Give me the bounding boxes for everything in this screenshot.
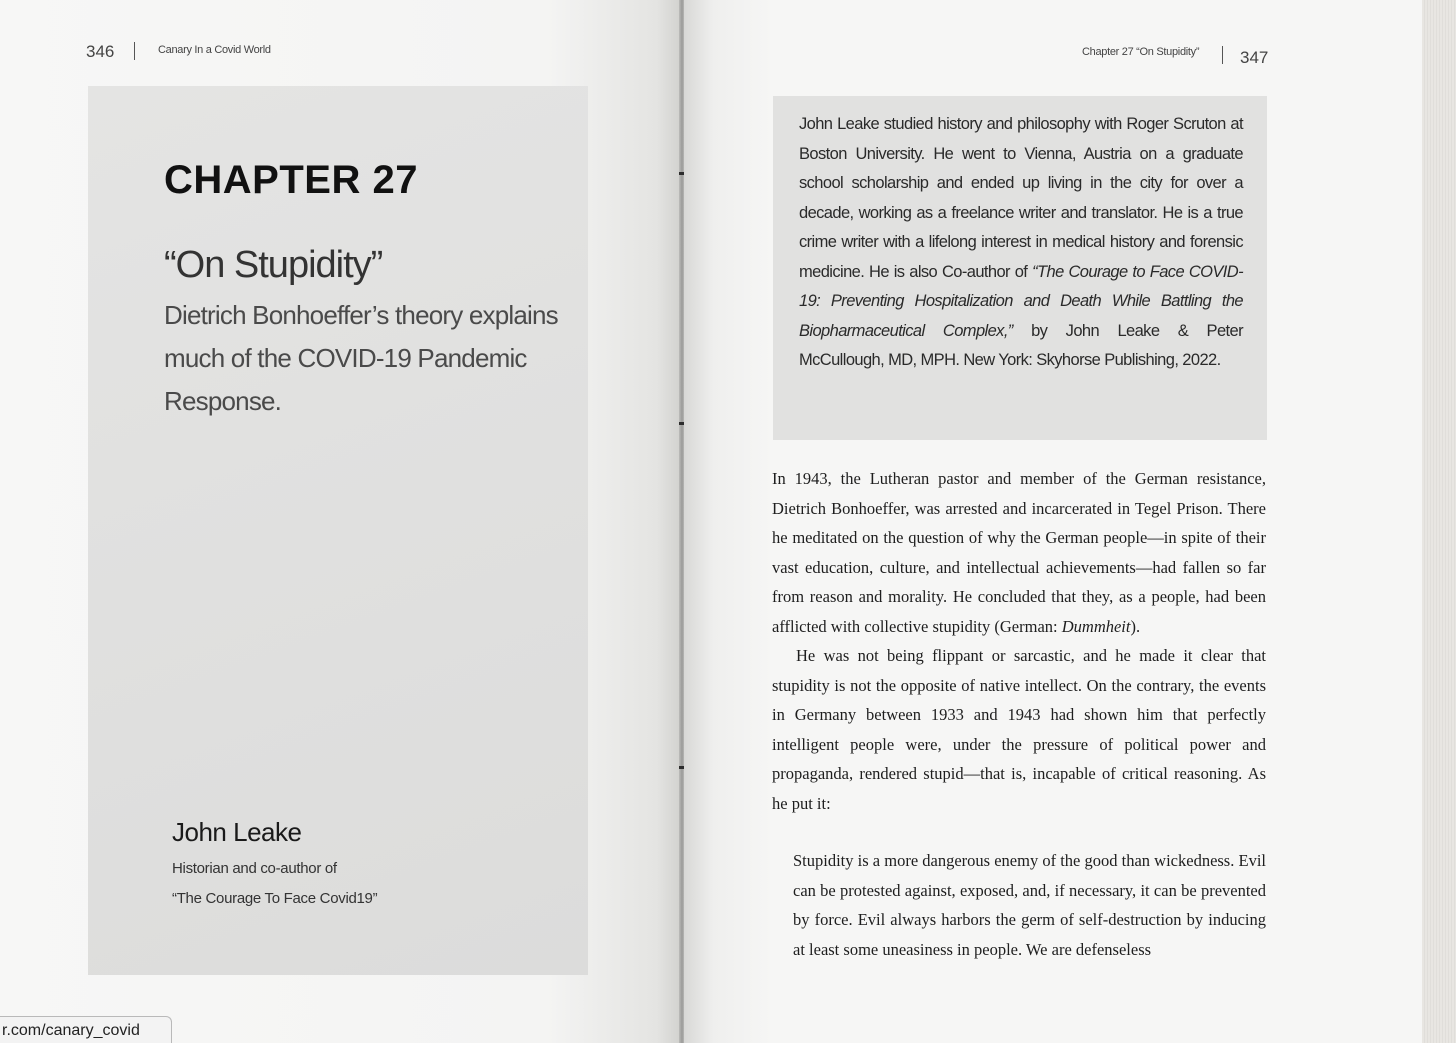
author-name: John Leake <box>172 817 302 847</box>
chapter-title-box <box>88 86 588 975</box>
bio-book-title: “The Courage to Face COVID-19: Preventing Hospitalization and Death While Battling the Biopharmaceutical Complex,” <box>799 262 1243 340</box>
paragraph-text: ). <box>1130 616 1141 636</box>
header-divider <box>134 42 135 60</box>
chapter-body <box>772 464 1266 818</box>
paragraph-text: In 1943, the Lutheran pastor and member of the German resistance, Dietrich Bonhoeffer, was arrested and incarcerated in Tegel Prison. There he meditated on the question of why the German people—in spite of their vast education, culture, and intellectual achievements—had fallen so far from reason and morality. He concluded that they, as a people, had been afflicted with collective stupidity (German: <box>772 469 1266 636</box>
author-bio-box <box>773 96 1267 440</box>
left-running-title: Canary In a Covid World <box>158 44 271 56</box>
author-desc-line: Historian and co-author of <box>172 860 337 877</box>
body-paragraph <box>772 464 1266 641</box>
bio-text-part: by John Leake & Peter McCullough, MD, MPH. New York: Skyhorse Publishing, 2022. <box>799 321 1243 369</box>
right-running-header <box>1082 44 1272 68</box>
chapter-title: “On Stupidity” <box>164 244 383 286</box>
author-bio <box>799 110 1243 376</box>
page-edges <box>1422 0 1456 1043</box>
right-running-title: Chapter 27 “On Stupidity” <box>1082 46 1200 58</box>
url-status-tooltip: r.com/canary_covid <box>0 1016 172 1043</box>
header-divider <box>1222 46 1223 64</box>
left-page <box>0 0 684 1043</box>
chapter-subtitle: Dietrich Bonhoeffer’s theory explains much of the COVID-19 Pandemic Response. <box>164 300 558 416</box>
german-term: Dummheit <box>1061 616 1131 636</box>
right-page-number: 347 <box>1240 48 1269 67</box>
body-paragraph: He was not being flippant or sarcastic, and he made it clear that stupidity is not the opposite of native intellect. On the contrary, the events in Germany between 1933 and 1943 had shown him that perfectly intelligent people were, under the pressure of political power and propaganda, rendered stupid—that is, incapable of critical reasoning. As he put it: <box>772 646 1266 813</box>
bio-text-part: John Leake studied history and philosophy with Roger Scruton at Boston University. He went to Vienna, Austria on a graduate school scholarship and ended up living in the city for over a decade, working as a freelance writer and translator. He is a true crime writer with a lifelong interest in medical history and forensic medicine. He is also Co-author of <box>799 115 1243 281</box>
author-desc-line: “The Courage To Face Covid19” <box>172 890 378 907</box>
block-quote: Stupidity is a more dangerous enemy of the good than wickedness. Evil can be protested against, exposed, and, if necessary, it can be prevented by force. Evil always harbors the germ of self-destruction by inducing at least some uneasiness in people. We are defenseless <box>793 851 1266 959</box>
author-description <box>172 854 377 914</box>
left-page-number: 346 <box>86 42 115 61</box>
chapter-label: CHAPTER 27 <box>164 158 418 202</box>
